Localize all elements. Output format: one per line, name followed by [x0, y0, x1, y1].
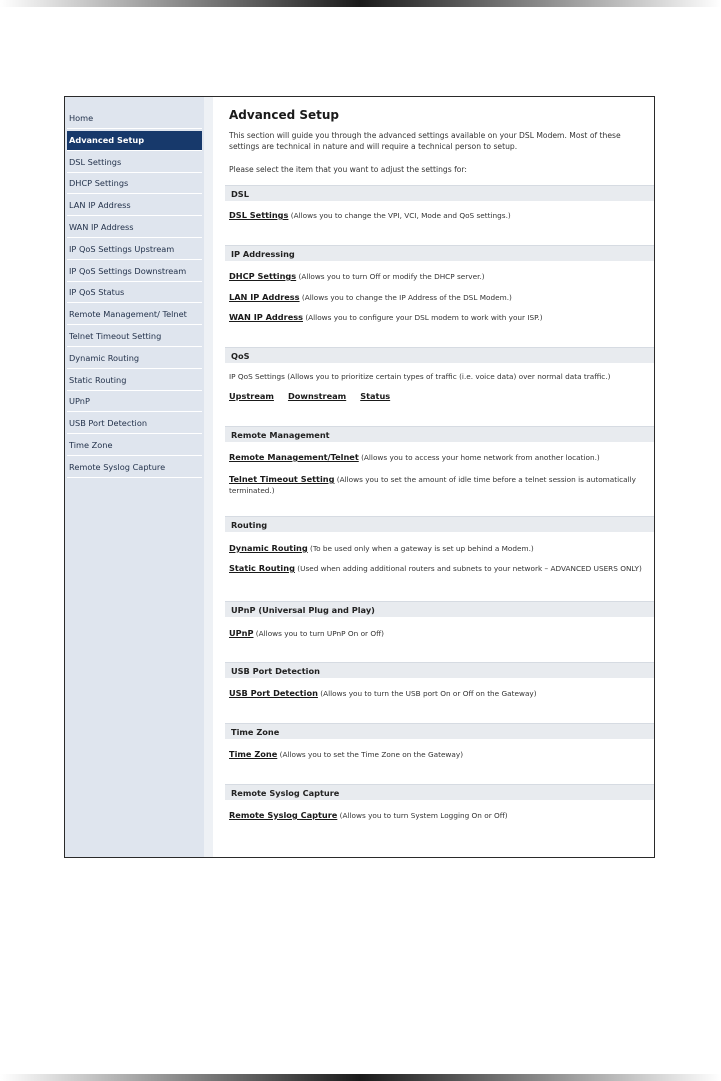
time-zone-link[interactable]: Time Zone [229, 749, 278, 759]
dynamic-routing-link[interactable]: Dynamic Routing [229, 543, 308, 553]
syslog-row [229, 810, 647, 822]
section-header-syslog: Remote Syslog Capture [225, 784, 655, 800]
select-instruction: Please select the item that you want to adjust the settings for: [229, 165, 467, 174]
sidebar-item-dhcp-settings[interactable]: DHCP Settings [67, 174, 202, 194]
section-header-routing: Routing [225, 516, 655, 532]
telnet-timeout-row [229, 474, 647, 496]
lan-ip-desc: (Allows you to change the IP Address of the DSL Modem.) [299, 293, 512, 302]
upnp-desc: (Allows you to turn UPnP On or Off) [253, 629, 384, 638]
main-content [213, 97, 654, 857]
lan-ip-row [229, 292, 647, 304]
sidebar-item-qos-upstream[interactable]: IP QoS Settings Upstream [67, 240, 202, 260]
dhcp-settings-desc: (Allows you to turn Off or modify the DHCP server.) [296, 272, 485, 281]
remote-syslog-link[interactable]: Remote Syslog Capture [229, 810, 338, 820]
sidebar-item-upnp[interactable]: UPnP [67, 392, 202, 412]
wan-ip-row [229, 312, 647, 324]
bottom-decorative-bar [0, 1074, 721, 1081]
sidebar-item-telnet-timeout[interactable]: Telnet Timeout Setting [67, 327, 202, 347]
time-zone-desc: (Allows you to set the Time Zone on the Gateway) [277, 750, 464, 759]
dsl-settings-link[interactable]: DSL Settings [229, 210, 289, 220]
dhcp-settings-link[interactable]: DHCP Settings [229, 271, 297, 281]
sidebar-item-qos-status[interactable]: IP QoS Status [67, 283, 202, 303]
usb-port-detection-desc: (Allows you to turn the USB port On or Off on the Gateway) [317, 689, 537, 698]
static-routing-desc: (Used when adding additional routers and subnets to your network – ADVANCED USERS ONLY) [294, 564, 642, 573]
dsl-settings-row [229, 210, 647, 222]
qos-status-link[interactable]: Status [360, 391, 391, 401]
lan-ip-link[interactable]: LAN IP Address [229, 292, 300, 302]
dsl-settings-desc: (Allows you to change the VPI, VCI, Mode and QoS settings.) [288, 211, 511, 220]
qos-links-row [229, 391, 647, 403]
remote-management-desc: (Allows you to access your home network from another location.) [358, 453, 600, 462]
dynamic-routing-row [229, 543, 647, 555]
upnp-row [229, 628, 647, 640]
section-header-time-zone: Time Zone [225, 723, 655, 739]
sidebar-divider [204, 97, 213, 857]
sidebar-item-lan-ip-address[interactable]: LAN IP Address [67, 196, 202, 216]
sidebar-item-remote-management[interactable]: Remote Management/ Telnet [67, 305, 202, 325]
sidebar-item-usb-port-detection[interactable]: USB Port Detection [67, 414, 202, 434]
sidebar-item-time-zone[interactable]: Time Zone [67, 436, 202, 456]
qos-upstream-link[interactable]: Upstream [229, 391, 274, 401]
router-admin-window [64, 96, 655, 858]
sidebar-item-advanced-setup[interactable]: Advanced Setup [67, 131, 202, 151]
qos-downstream-link[interactable]: Downstream [287, 391, 347, 401]
sidebar-item-home[interactable]: Home [67, 109, 202, 129]
sidebar-item-qos-downstream[interactable]: IP QoS Settings Downstream [67, 262, 202, 282]
sidebar-item-static-routing[interactable]: Static Routing [67, 371, 202, 391]
dynamic-routing-desc: (To be used only when a gateway is set up behind a Modem.) [307, 544, 534, 553]
sidebar-item-remote-syslog[interactable]: Remote Syslog Capture [67, 458, 202, 478]
usb-row [229, 688, 647, 700]
page-title: Advanced Setup [229, 108, 340, 122]
section-header-upnp: UPnP (Universal Plug and Play) [225, 601, 655, 617]
static-routing-link[interactable]: Static Routing [229, 563, 295, 573]
intro-text: This section will guide you through the advanced settings available on your DSL Modem. Most of these settings are technical in nature and will require a technical person to setup. [229, 131, 621, 151]
sidebar-nav [65, 97, 204, 857]
upnp-link[interactable]: UPnP [229, 628, 254, 638]
dhcp-settings-row [229, 271, 647, 283]
telnet-timeout-link[interactable]: Telnet Timeout Setting [229, 474, 335, 484]
section-header-ip-addressing: IP Addressing [225, 245, 655, 261]
remote-management-link[interactable]: Remote Management/Telnet [229, 452, 359, 462]
sidebar-item-dsl-settings[interactable]: DSL Settings [67, 153, 202, 173]
qos-desc: IP QoS Settings (Allows you to prioritize certain types of traffic (i.e. voice data) over normal data traffic.) [229, 372, 611, 381]
section-header-dsl: DSL [225, 185, 655, 201]
wan-ip-desc: (Allows you to configure your DSL modem to work with your ISP.) [303, 313, 543, 322]
time-zone-row [229, 749, 647, 761]
sidebar-item-wan-ip-address[interactable]: WAN IP Address [67, 218, 202, 238]
usb-port-detection-link[interactable]: USB Port Detection [229, 688, 318, 698]
section-header-remote-management: Remote Management [225, 426, 655, 442]
section-header-usb: USB Port Detection [225, 662, 655, 678]
telnet-timeout-desc: (Allows you to set the amount of idle time before a telnet session is automatically terminated.) [229, 475, 636, 495]
section-header-qos: QoS [225, 347, 655, 363]
remote-management-row [229, 452, 647, 464]
wan-ip-link[interactable]: WAN IP Address [229, 312, 303, 322]
static-routing-row [229, 563, 647, 575]
sidebar-item-dynamic-routing[interactable]: Dynamic Routing [67, 349, 202, 369]
top-decorative-bar [0, 0, 721, 7]
remote-syslog-desc: (Allows you to turn System Logging On or Off) [337, 811, 508, 820]
